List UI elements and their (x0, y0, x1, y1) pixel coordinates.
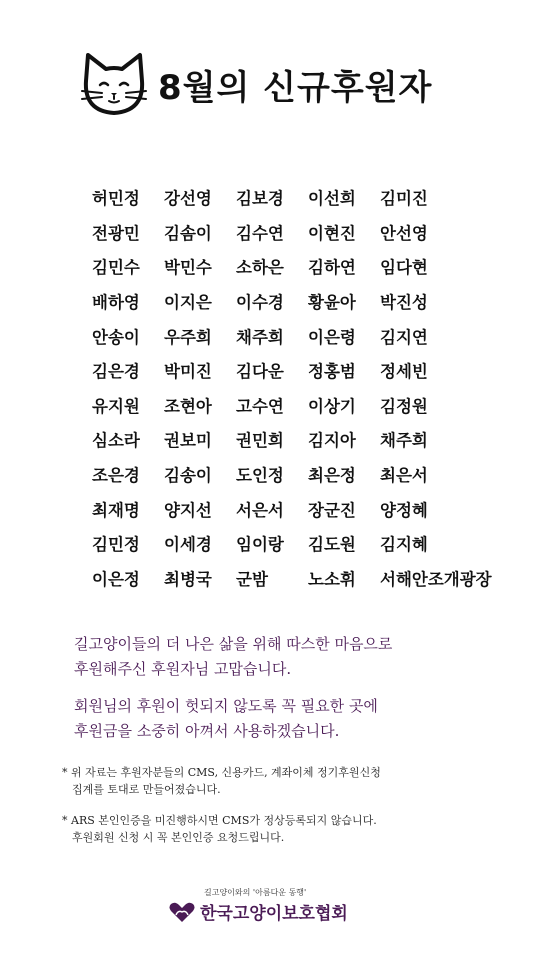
message-line: 길고양이들의 더 나은 삶을 위해 따스한 마음으로 (74, 635, 393, 653)
donor-name: 이상기 (308, 396, 356, 416)
name-row (92, 284, 522, 319)
header (78, 46, 478, 122)
donor-name: 김미진 (380, 189, 428, 209)
donor-name: 권민희 (236, 431, 284, 451)
page-title: 8월의 신규후원자 (158, 67, 433, 108)
name-row (92, 526, 522, 561)
donor-name: 서은서 (236, 500, 284, 520)
donor-name: 전광민 (92, 223, 140, 243)
donor-name: 임다현 (380, 258, 428, 278)
ars-auth-note (62, 812, 522, 846)
tagline: 길고양이와의 '아름다운 동행' (204, 888, 307, 897)
donor-name: 채주희 (380, 431, 428, 451)
donor-name: 소하은 (236, 258, 284, 278)
donor-name: 유지원 (92, 396, 140, 416)
donor-name: 김은경 (92, 362, 140, 382)
donor-name: 박미진 (164, 362, 212, 382)
message-line: 회원님의 후원이 헛되지 않도록 꼭 필요한 곳에 (74, 697, 378, 715)
donor-name-list (92, 180, 522, 595)
name-row (92, 180, 522, 215)
name-row (92, 457, 522, 492)
donor-name: 김하연 (308, 258, 356, 278)
donor-name: 이지은 (164, 293, 212, 313)
cat-face-icon (78, 51, 150, 117)
donor-name: 최재명 (92, 500, 140, 520)
donor-name: 군밤 (236, 569, 268, 589)
logo-row (168, 899, 348, 924)
donor-name: 안송이 (92, 327, 140, 347)
donor-name: 이수경 (236, 293, 284, 313)
name-row (92, 215, 522, 250)
donor-name: 최병국 (164, 569, 212, 589)
donor-name: 도인정 (236, 466, 284, 486)
thank-you-message (74, 632, 514, 682)
donor-name: 김다운 (236, 362, 284, 382)
donor-name: 김지연 (380, 327, 428, 347)
donor-name: 이은령 (308, 327, 356, 347)
donor-name: 황윤아 (308, 293, 356, 313)
donor-name: 양정혜 (380, 500, 428, 520)
donor-name: 심소라 (92, 431, 140, 451)
donor-name: 김보경 (236, 189, 284, 209)
message-line: 후원해주신 후원자님 고맙습니다. (74, 660, 292, 678)
donor-name: 고수연 (236, 396, 284, 416)
donor-name: 조은경 (92, 466, 140, 486)
note-line: 후원회원 신청 시 꼭 본인인증 요청드립니다. (72, 831, 285, 844)
donor-name: 김수연 (236, 223, 284, 243)
donor-name: 김솜이 (164, 223, 212, 243)
donor-name: 김송이 (164, 466, 212, 486)
donor-name: 이세경 (164, 535, 212, 555)
donor-name: 양지선 (164, 500, 212, 520)
donor-name: 정홍범 (308, 362, 356, 382)
name-row (92, 318, 522, 353)
donor-name: 노소휘 (308, 569, 356, 589)
donor-name: 이현진 (308, 223, 356, 243)
message-line: 후원금을 소중히 아껴서 사용하겠습니다. (74, 722, 340, 740)
name-row (92, 491, 522, 526)
donor-name: 김도원 (308, 535, 356, 555)
donor-name: 임이랑 (236, 535, 284, 555)
donor-name: 김민수 (92, 258, 140, 278)
donor-name: 우주희 (164, 327, 212, 347)
donor-name: 배하영 (92, 293, 140, 313)
donor-name: 박진성 (380, 293, 428, 313)
donor-name: 안선영 (380, 223, 428, 243)
name-row (92, 249, 522, 284)
name-row (92, 561, 522, 596)
donor-name: 정세빈 (380, 362, 428, 382)
donor-name: 이은정 (92, 569, 140, 589)
name-row (92, 388, 522, 423)
donor-name: 서해안조개광장 (380, 569, 492, 589)
donor-name: 허민정 (92, 189, 140, 209)
donor-name: 이선희 (308, 189, 356, 209)
name-row (92, 422, 522, 457)
donor-name: 권보미 (164, 431, 212, 451)
footer-logo (168, 887, 388, 927)
promise-message (74, 694, 514, 744)
donor-name: 장군진 (308, 500, 356, 520)
donor-name: 채주희 (236, 327, 284, 347)
donor-name: 김지혜 (380, 535, 428, 555)
heart-cat-logo-icon (168, 901, 196, 923)
note-line: 집계를 토대로 만들어졌습니다. (72, 783, 221, 796)
data-source-note (62, 764, 522, 798)
note-line: * ARS 본인인증을 미진행하시면 CMS가 정상등록되지 않습니다. (62, 814, 377, 827)
name-row (92, 353, 522, 388)
note-line: * 위 자료는 후원자분들의 CMS, 신용카드, 계좌이체 정기후원신청 (62, 766, 381, 779)
donor-name: 김민정 (92, 535, 140, 555)
organization-name: 한국고양이보호협회 (200, 904, 348, 924)
donor-name: 최은정 (308, 466, 356, 486)
donor-name: 김지아 (308, 431, 356, 451)
donor-name: 조현아 (164, 396, 212, 416)
donor-name: 강선영 (164, 189, 212, 209)
donor-name: 박민수 (164, 258, 212, 278)
donor-name: 김정원 (380, 396, 428, 416)
donor-name: 최은서 (380, 466, 428, 486)
